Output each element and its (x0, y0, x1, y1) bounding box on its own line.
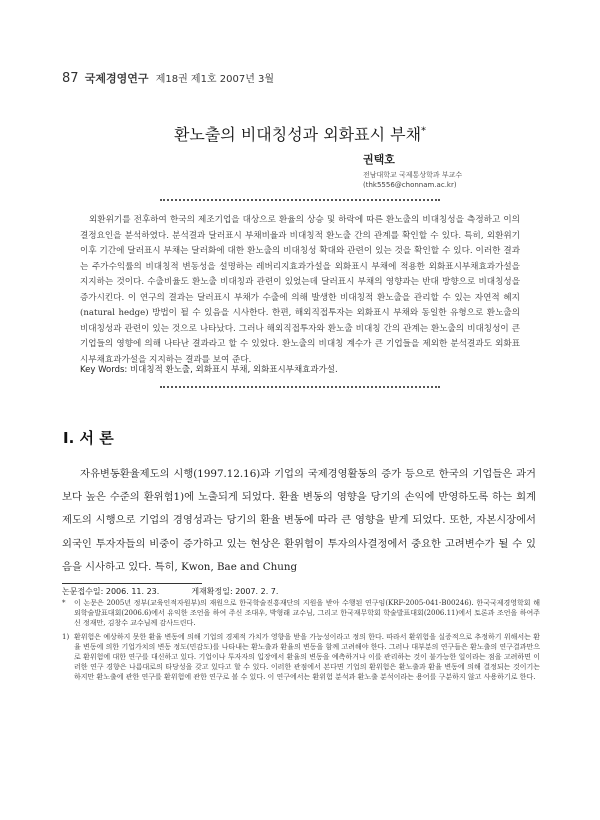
abstract-top-divider (160, 199, 440, 201)
footnote-star-mark: * (62, 599, 66, 607)
received-date: 논문접수일: 2006. 11. 23. (62, 587, 160, 596)
journal-name: 국제경영연구 (84, 72, 149, 85)
abstract-bottom-divider (160, 386, 440, 388)
footnote-rule (62, 583, 202, 584)
page-number: 87 (62, 71, 79, 86)
author-affiliation: 전남대학교 국제통상학과 부교수 (363, 171, 463, 179)
footnote-funding (62, 598, 540, 628)
submission-dates (62, 586, 278, 597)
running-header (62, 70, 274, 86)
keywords: Key Words: 비대칭적 환노출, 외화표시 부채, 외화표시부채효과가설. (80, 365, 338, 375)
author-block (363, 151, 462, 190)
section-heading: I. 서 론 (63, 429, 114, 447)
accepted-date: 게재확정일: 2007. 2. 7. (191, 587, 279, 596)
author-email: (thk5556@chonnam.ac.kr) (363, 181, 457, 189)
footnote-1 (62, 632, 540, 682)
author-name: 권택호 (363, 153, 395, 166)
abstract: 외환위기를 전후하여 한국의 제조기업을 대상으로 환율의 상승 및 하락에 따른 환노출의 비대칭성을 측정하고 이의 결정요인을 분석하였다. 분석결과 달러표시 부채비율과 비대칭적 환노출 간의 관계를 확인할 수 있다. 특히, 외환위기 이후 기간에 달러표시 부채는 달러화에 대한 환노출의 비대칭성 확대와 관련이 있는 것을 확인할 수 있다. 이러한 결과는 주가수익률의 비대칭적 변동성을 설명하는 레버리지효과가설을 외화표시 부채에 적용한 외화표시부채효과가설을 지지하는 것이다. 수출비율도 환노출 비대칭과 관련이 있었는데 달러표시 부채의 영향과는 반대 방향으로 비대칭성을 증가시킨다. 이 연구의 결과는 달러표시 부채가 수출에 의해 발생한 비대칭적 환노출을 관리할 수 있는 자연적 헤지(natural hedge) 방법이 될 수 있음을 시사한다. 한편, 해외직접투자는 외화표시 부채와 동일한 유형으로 환노출의 비대칭성과 관련이 있는 것으로 나타났다. 그러나 해외직접투자와 환노출 비대칭 간의 관계는 환노출의 비대칭성이 큰 기업들의 영향에 의해 나타난 결과라고 할 수 있었다. 환노출의 비대칭 계수가 큰 기업들을 제외한 분석결과도 외화표시부채효과가설을 지지하는 결과를 보여 준다. (80, 215, 520, 365)
title-footnote-mark: * (421, 125, 427, 137)
footnote-1-mark: 1) (62, 633, 70, 641)
footnote-funding-text: 이 논문은 2005년 정부(교육인적자원부)의 재원으로 한국학술진흥재단의 지원을 받아 수행된 연구임(KRF-2005-041-B00246). 한국국제경영학회 해외학술발표대회(2006.6)에서 유익한 조언을 하여 주신 조대우, 박형래 교수님, 그리고 한국재무학회 학술발표대회(2006.11)에서 토론과 조언을 하여주신 정재만, 김창수 교수님께 감사드린다. (74, 599, 540, 628)
body-paragraph: 자유변동환율제도의 시행(1997.12.16)과 기업의 국제경영활동의 증가 등으로 한국의 기업들은 과거보다 높은 수준의 환위험1)에 노출되게 되었다. 환율 변동의 영향을 당기의 손익에 반영하도록 하는 회계제도의 시행으로 기업의 경영성과는 당기의 환율 변동에 따라 큰 영향을 받게 되었다. 또한, 자본시장에서 외국인 투자자들의 비중이 증가하고 있는 현상은 환위험이 투자의사결정에서 중요한 고려변수가 될 수 있음을 시사하고 있다. 특히, Kwon, Bae and Chung (62, 468, 536, 573)
paper-title-text: 환노출의 비대칭성과 외화표시 부채 (173, 125, 422, 144)
issue-info: 제18권 제1호 2007년 3월 (155, 74, 275, 85)
paper-title (0, 122, 600, 145)
footnote-1-text: 환위험은 예상하지 못한 환율 변동에 의해 기업의 경제적 가치가 영향을 받을 가능성이라고 정의 한다. 따라서 환위험을 실증적으로 추정하기 위해서는 환율 변동에 의한 기업가치의 변동 정도(민감도)를 나타내는 환노출과 환율의 변동을 함께 고려해야 한다. 그러나 대부분의 연구들은 환노출의 연구결과만으로 환위험에 대한 연구를 대신하고 있다. 기업이나 투자자의 입장에서 환율의 변동을 예측하거나 이를 관리하는 것이 불가능한 일이라는 점을 고려하면 이러한 연구 경향은 나름대로의 타당성을 갖고 있다고 할 수 있다. 이러한 관점에서 본다면 기업의 환위험은 환노출과 환율 변동에 의해 결정되는 것이기는 하지만 환노출에 관한 연구를 환위험에 관한 연구로 볼 수 있다. 이 연구에서는 환위험 분석과 환노출 분석이라는 용어를 구분하지 않고 사용하기로 한다. (74, 633, 540, 682)
